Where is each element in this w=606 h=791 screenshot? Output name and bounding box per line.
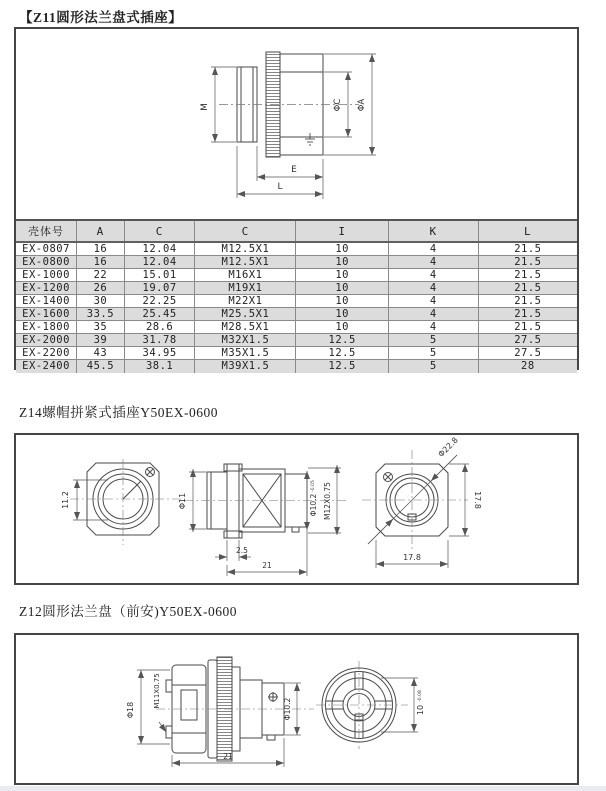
table-cell: 4	[388, 269, 478, 282]
table-cell: EX-1200	[16, 282, 77, 295]
table-cell: 4	[388, 256, 478, 269]
table-cell: M35X1.5	[195, 347, 296, 360]
table-row	[16, 269, 577, 282]
ground-symbol	[305, 133, 315, 145]
z14-views-drawing	[16, 435, 577, 583]
table-row	[16, 295, 577, 308]
table-cell: 39	[77, 334, 125, 347]
table-cell: 4	[388, 242, 478, 256]
shell-size-table-wrap	[16, 219, 577, 373]
table-cell: 31.78	[124, 334, 195, 347]
table-cell: 4	[388, 295, 478, 308]
dim-label-phi10-2b: Φ10.2	[283, 697, 292, 721]
dim-label-2-5: 2.5	[236, 546, 248, 555]
table-cell: 12.04	[124, 242, 195, 256]
table-cell: 12.5	[296, 347, 389, 360]
table-cell: 27.5	[478, 334, 577, 347]
table-cell: 35	[77, 321, 125, 334]
table-cell: EX-2400	[16, 360, 77, 373]
table-row	[16, 347, 577, 360]
table-cell: EX-1000	[16, 269, 77, 282]
table-cell: 12.5	[296, 334, 389, 347]
table-cell: 16	[77, 242, 125, 256]
table-cell: 28	[478, 360, 577, 373]
z11-side-view-drawing	[16, 29, 577, 219]
table-cell: 4	[388, 282, 478, 295]
section3-title: Z12圆形法兰盘（前安)Y50EX-0600	[19, 604, 237, 619]
shell-size-table	[16, 221, 577, 373]
table-cell: 22.25	[124, 295, 195, 308]
dim-label-17-8-bottom: 17.8	[403, 553, 421, 562]
column-header: K	[388, 221, 478, 242]
table-cell: EX-2000	[16, 334, 77, 347]
table-cell: 12.5	[296, 360, 389, 373]
table-cell: M25.5X1	[195, 308, 296, 321]
table-cell: 21.5	[478, 308, 577, 321]
column-header: C	[124, 221, 195, 242]
table-cell: 21.5	[478, 242, 577, 256]
z12-views-drawing	[16, 635, 577, 783]
table-cell: M22X1	[195, 295, 296, 308]
dim-label-phi10-2: Φ10.2	[309, 493, 318, 517]
z12-panel	[14, 633, 579, 785]
dim-label-phi22-8: Φ22.8	[436, 435, 460, 459]
table-cell: EX-1800	[16, 321, 77, 334]
table-cell: 10	[296, 321, 389, 334]
section1-title: 【Z11圆形法兰盘式插座】	[19, 10, 183, 25]
dim-label-17-8-right: 17.8	[473, 491, 482, 509]
z11-panel	[14, 27, 579, 373]
column-header: I	[296, 221, 389, 242]
table-cell: M19X1	[195, 282, 296, 295]
table-cell: 22	[77, 269, 125, 282]
table-cell: M12.5X1	[195, 256, 296, 269]
table-cell: 27.5	[478, 347, 577, 360]
column-header: C	[195, 221, 296, 242]
table-row	[16, 334, 577, 347]
table-cell: 16	[77, 256, 125, 269]
table-cell: 28.6	[124, 321, 195, 334]
table-cell: 4	[388, 308, 478, 321]
table-cell: 26	[77, 282, 125, 295]
table-cell: M16X1	[195, 269, 296, 282]
dim-label-21: 21	[262, 561, 272, 570]
table-row	[16, 321, 577, 334]
table-cell: 19.07	[124, 282, 195, 295]
column-header: 壳体号	[16, 221, 77, 242]
dim-label-11-2: 11.2	[61, 491, 70, 509]
dim-label-l: L	[277, 182, 283, 192]
table-cell: 30	[77, 295, 125, 308]
table-cell: 21.5	[478, 295, 577, 308]
table-row	[16, 256, 577, 269]
table-cell: EX-1400	[16, 295, 77, 308]
table-cell: 15.01	[124, 269, 195, 282]
table-cell: M28.5X1	[195, 321, 296, 334]
dim-label-m12x075: M12X0.75	[323, 482, 332, 520]
table-cell: 45.5	[77, 360, 125, 373]
table-cell: M32X1.5	[195, 334, 296, 347]
table-cell: 21.5	[478, 282, 577, 295]
table-cell: 21.5	[478, 256, 577, 269]
dim-label-m11x075: M11X0.75	[153, 673, 161, 709]
table-cell: EX-1600	[16, 308, 77, 321]
table-cell: 10	[296, 256, 389, 269]
table-row	[16, 360, 577, 373]
table-cell: 21.5	[478, 269, 577, 282]
table-cell: 10	[296, 282, 389, 295]
table-cell: 5	[388, 347, 478, 360]
table-header-row	[16, 221, 577, 242]
table-cell: 33.5	[77, 308, 125, 321]
dim-label-m: M	[200, 103, 210, 111]
table-cell: EX-0800	[16, 256, 77, 269]
table-row	[16, 242, 577, 256]
dim-label-10: 10	[416, 704, 425, 716]
table-cell: 5	[388, 334, 478, 347]
dim-label-phi10-2-tol: -0.05	[311, 480, 316, 492]
table-cell: 10	[296, 242, 389, 256]
dim-label-phi-a: ΦA	[357, 98, 367, 112]
table-cell: M12.5X1	[195, 242, 296, 256]
dim-label-phi-c: ΦC	[333, 98, 343, 112]
dim-label-phi18: Φ18	[126, 701, 135, 719]
column-header: A	[77, 221, 125, 242]
table-cell: EX-2200	[16, 347, 77, 360]
table-cell: M39X1.5	[195, 360, 296, 373]
table-cell: 38.1	[124, 360, 195, 373]
table-cell: 12.04	[124, 256, 195, 269]
section2-title: Z14螺帽拼紧式插座Y50EX-0600	[19, 405, 218, 420]
table-cell: 5	[388, 360, 478, 373]
table-cell: 10	[296, 269, 389, 282]
table-cell: 10	[296, 295, 389, 308]
table-cell: 34.95	[124, 347, 195, 360]
z14-panel	[14, 433, 579, 585]
table-cell: 21.5	[478, 321, 577, 334]
table-row	[16, 282, 577, 295]
dim-label-phi11: Φ11	[178, 492, 187, 510]
dim-label-10-tol: -0.08	[418, 690, 423, 702]
table-cell: 10	[296, 308, 389, 321]
page-bottom-strip	[0, 786, 606, 791]
column-header: L	[478, 221, 577, 242]
table-cell: 4	[388, 321, 478, 334]
table-cell: 43	[77, 347, 125, 360]
table-row	[16, 308, 577, 321]
table-cell: EX-0807	[16, 242, 77, 256]
dim-label-e: E	[291, 165, 297, 175]
table-cell: 25.45	[124, 308, 195, 321]
dim-label-21b: 21	[223, 752, 233, 761]
